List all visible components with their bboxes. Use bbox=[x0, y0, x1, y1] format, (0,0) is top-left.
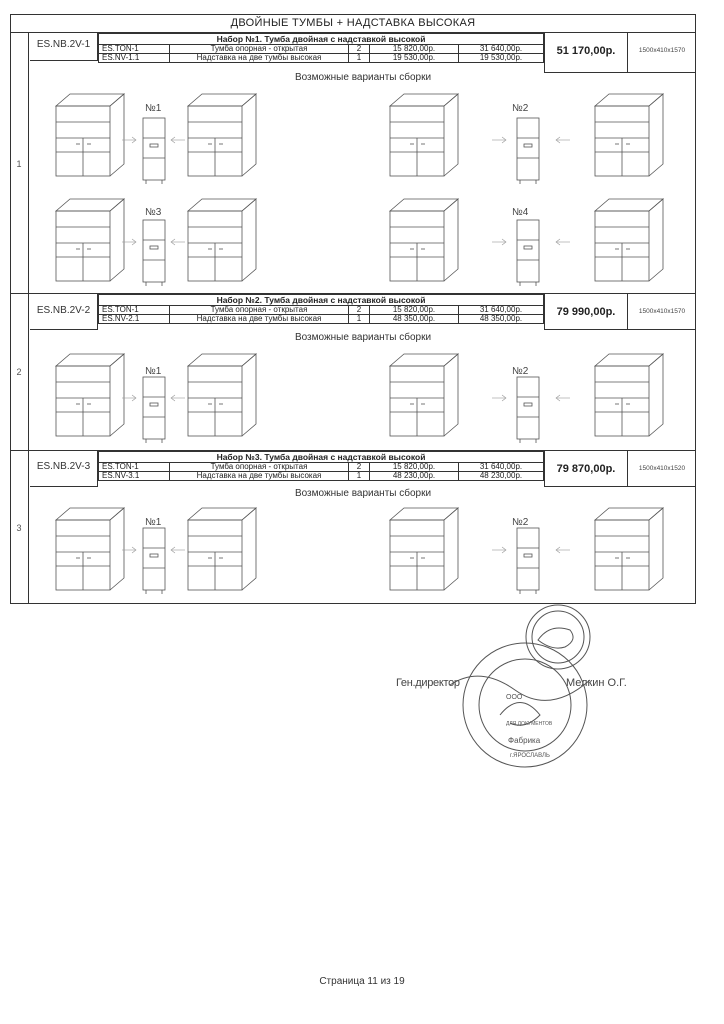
item-qty: 1 bbox=[349, 315, 370, 324]
item-code: ES.NV-1.1 bbox=[99, 54, 170, 63]
item-price: 15 820,00р. bbox=[370, 463, 459, 472]
set-total-3: 79 870,00р. bbox=[544, 451, 628, 487]
variants-label-2: Возможные варианты сборки bbox=[294, 332, 432, 343]
variant-number: №1 bbox=[145, 103, 162, 114]
item-qty: 1 bbox=[349, 472, 370, 481]
item-price: 15 820,00р. bbox=[370, 306, 459, 315]
item-price: 48 350,00р. bbox=[370, 315, 459, 324]
item-price: 15 820,00р. bbox=[370, 45, 459, 54]
item-price: 19 530,00р. bbox=[370, 54, 459, 63]
variant-number: №2 bbox=[512, 366, 529, 377]
variant-number: №4 bbox=[512, 207, 529, 218]
item-sum: 48 350,00р. bbox=[459, 315, 544, 324]
set-total-1: 51 170,00р. bbox=[544, 33, 628, 73]
variants-label-3: Возможные варианты сборки bbox=[294, 488, 432, 499]
signature-name: Мелкин О.Г. bbox=[566, 677, 627, 689]
set-index-2: 2 bbox=[10, 294, 29, 450]
assembly-drawings bbox=[30, 84, 696, 604]
set-code-2: ES.NB.2V-2 bbox=[30, 294, 98, 330]
item-qty: 1 bbox=[349, 54, 370, 63]
item-qty: 2 bbox=[349, 306, 370, 315]
item-code: ES.NV-3.1 bbox=[99, 472, 170, 481]
company-stamp bbox=[440, 595, 610, 775]
variant-number: №1 bbox=[145, 366, 162, 377]
variant-number: №2 bbox=[512, 103, 529, 114]
item-price: 48 230,00р. bbox=[370, 472, 459, 481]
table-row bbox=[99, 54, 544, 63]
item-sum: 31 640,00р. bbox=[459, 463, 544, 472]
variant-number: №3 bbox=[145, 207, 162, 218]
set-code-3: ES.NB.2V-3 bbox=[30, 451, 98, 487]
set-index-3: 3 bbox=[10, 451, 29, 604]
item-code: ES.TON-1 bbox=[99, 306, 170, 315]
table-row bbox=[99, 45, 544, 54]
set-code-1: ES.NB.2V-1 bbox=[30, 33, 98, 61]
item-code: ES.TON-1 bbox=[99, 463, 170, 472]
item-name: Надставка на две тумбы высокая bbox=[170, 54, 349, 63]
item-code: ES.TON-1 bbox=[99, 45, 170, 54]
variants-label-1: Возможные варианты сборки bbox=[294, 72, 432, 83]
item-sum: 19 530,00р. bbox=[459, 54, 544, 63]
item-name: Тумба опорная - открытая bbox=[170, 45, 349, 54]
item-qty: 2 bbox=[349, 45, 370, 54]
set-index-1: 1 bbox=[10, 33, 29, 294]
set-header-3: Набор №3. Тумба двойная с надставкой высокой bbox=[99, 452, 544, 463]
svg-text:Фабрика: Фабрика bbox=[508, 736, 541, 745]
svg-text:ДЛЯ ДОКУМЕНТОВ: ДЛЯ ДОКУМЕНТОВ bbox=[506, 721, 553, 727]
item-sum: 31 640,00р. bbox=[459, 45, 544, 54]
set-header-2: Набор №2. Тумба двойная с надставкой высокой bbox=[99, 295, 544, 306]
item-qty: 2 bbox=[349, 463, 370, 472]
set-dims-1: 1500x410x1570 bbox=[628, 33, 696, 73]
item-name: Надставка на две тумбы высокая bbox=[170, 315, 349, 324]
set-dims-2: 1500x410x1570 bbox=[628, 294, 696, 330]
variant-number: №1 bbox=[145, 517, 162, 528]
item-sum: 31 640,00р. bbox=[459, 306, 544, 315]
page-footer: Страница 11 из 19 bbox=[319, 976, 405, 987]
item-code: ES.NV-2.1 bbox=[99, 315, 170, 324]
svg-text:ООО: ООО bbox=[506, 694, 523, 701]
page-title: ДВОЙНЫЕ ТУМБЫ + НАДСТАВКА ВЫСОКАЯ bbox=[10, 14, 696, 33]
svg-text:г.ЯРОСЛАВЛЬ: г.ЯРОСЛАВЛЬ bbox=[510, 753, 550, 759]
set-total-2: 79 990,00р. bbox=[544, 294, 628, 330]
item-name: Тумба опорная - открытая bbox=[170, 306, 349, 315]
set-header-1: Набор №1. Тумба двойная с надставкой высокой bbox=[99, 34, 544, 45]
set-dims-3: 1500x410x1520 bbox=[628, 451, 696, 487]
item-sum: 48 230,00р. bbox=[459, 472, 544, 481]
variant-number: №2 bbox=[512, 517, 529, 528]
signature-role: Ген.директор bbox=[396, 677, 460, 689]
set-items-table-1 bbox=[98, 33, 544, 63]
item-name: Надставка на две тумбы высокая bbox=[170, 472, 349, 481]
item-name: Тумба опорная - открытая bbox=[170, 463, 349, 472]
